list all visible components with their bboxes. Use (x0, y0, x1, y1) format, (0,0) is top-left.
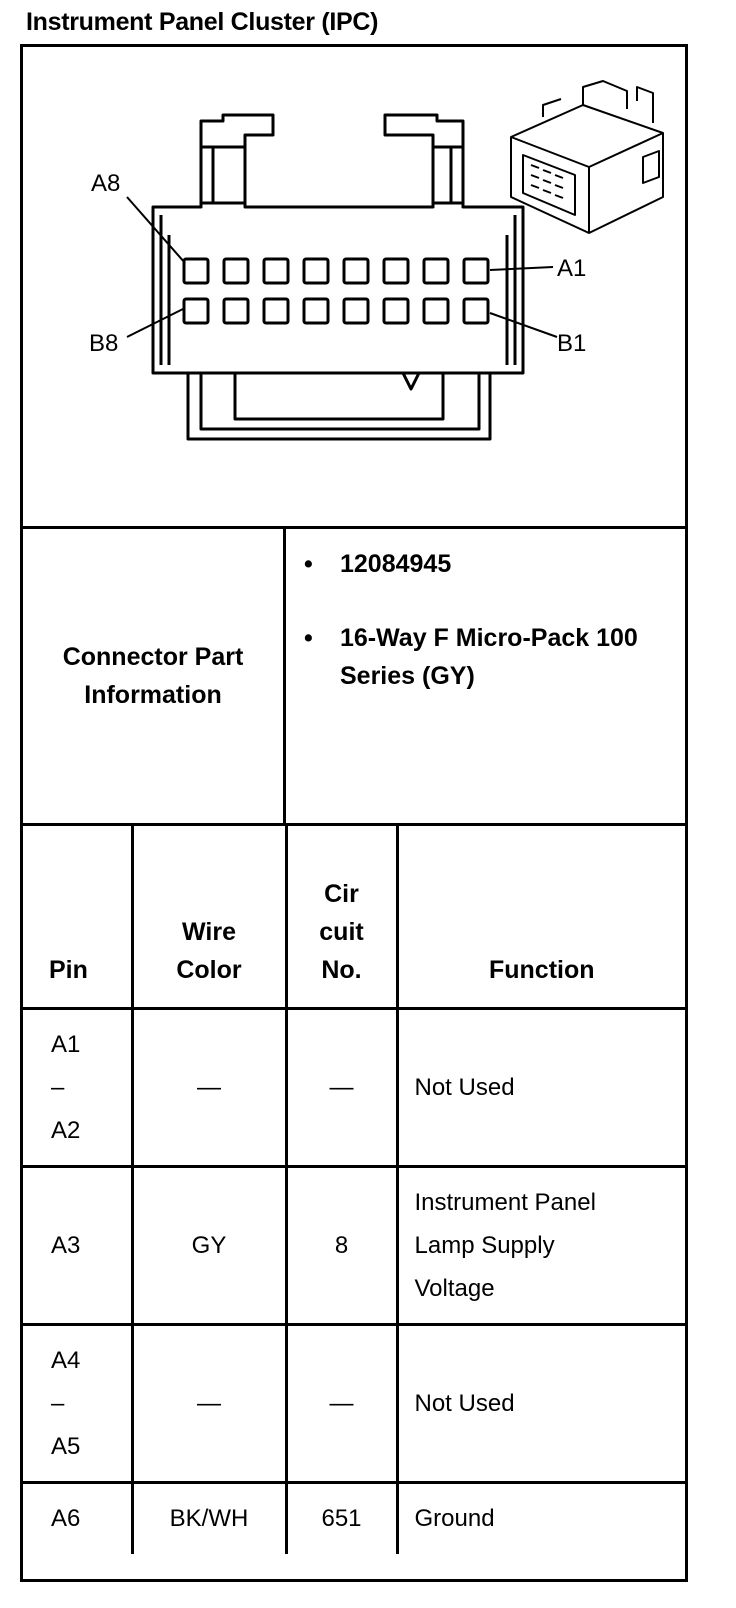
connector-3d-thumbnail (511, 81, 663, 233)
label-b8: B8 (89, 330, 119, 357)
label-a1: A1 (557, 255, 587, 282)
cell-pin: A6 (23, 1482, 132, 1554)
table-header-row (23, 826, 685, 1008)
bullet-icon: • (304, 550, 313, 578)
cell-circuit: 8 (286, 1166, 397, 1324)
cell-pin: A4 –A5 (23, 1324, 132, 1482)
table-row (23, 1008, 685, 1166)
cell-wire-color: — (132, 1324, 286, 1482)
cell-function: Not Used (397, 1008, 685, 1166)
cell-circuit: 651 (286, 1482, 397, 1554)
table-row (23, 1166, 685, 1324)
cell-function: Instrument Panel Lamp Supply Voltage (397, 1166, 685, 1324)
table-row (23, 1482, 685, 1554)
label-a8: A8 (91, 170, 121, 197)
cell-circuit: — (286, 1008, 397, 1166)
cell-wire-color: GY (132, 1166, 286, 1324)
part-number: 12084945 (340, 550, 452, 578)
header-wire-color: Wire Color (132, 826, 286, 1008)
pin-table (23, 826, 685, 1554)
connector-info-item (300, 545, 685, 583)
leader-lines (127, 197, 557, 337)
connector-info-label-text: Connector Part Information (62, 643, 244, 709)
cell-function: Ground (414, 1505, 495, 1533)
header-function: Function (397, 826, 685, 1008)
cell-pin: A1 –A2 (23, 1008, 132, 1166)
connector-diagram (23, 47, 685, 529)
connector-info-item (300, 619, 680, 695)
connector-info-values (286, 529, 685, 826)
cell-pin: A3 (23, 1166, 132, 1324)
cell-wire-color: BK/WH (132, 1482, 286, 1554)
table-row (23, 1324, 685, 1482)
connector-description: 16-Way F Micro-Pack 100 Series (GY) (340, 624, 638, 690)
page-title: Instrument Panel Cluster (IPC) (26, 8, 379, 36)
connector-face-drawing (23, 47, 685, 526)
cell-function: Not Used (397, 1324, 685, 1482)
connector-sheet (20, 44, 688, 1582)
header-circuit-no: Cir cuit No. (286, 826, 397, 1008)
label-b1: B1 (557, 330, 587, 357)
connector-info-label (23, 529, 286, 826)
bullet-icon: • (304, 624, 313, 652)
cell-circuit: — (286, 1324, 397, 1482)
pin-cavities (184, 259, 488, 323)
cell-wire-color: — (132, 1008, 286, 1166)
header-pin: Pin (23, 826, 132, 1008)
